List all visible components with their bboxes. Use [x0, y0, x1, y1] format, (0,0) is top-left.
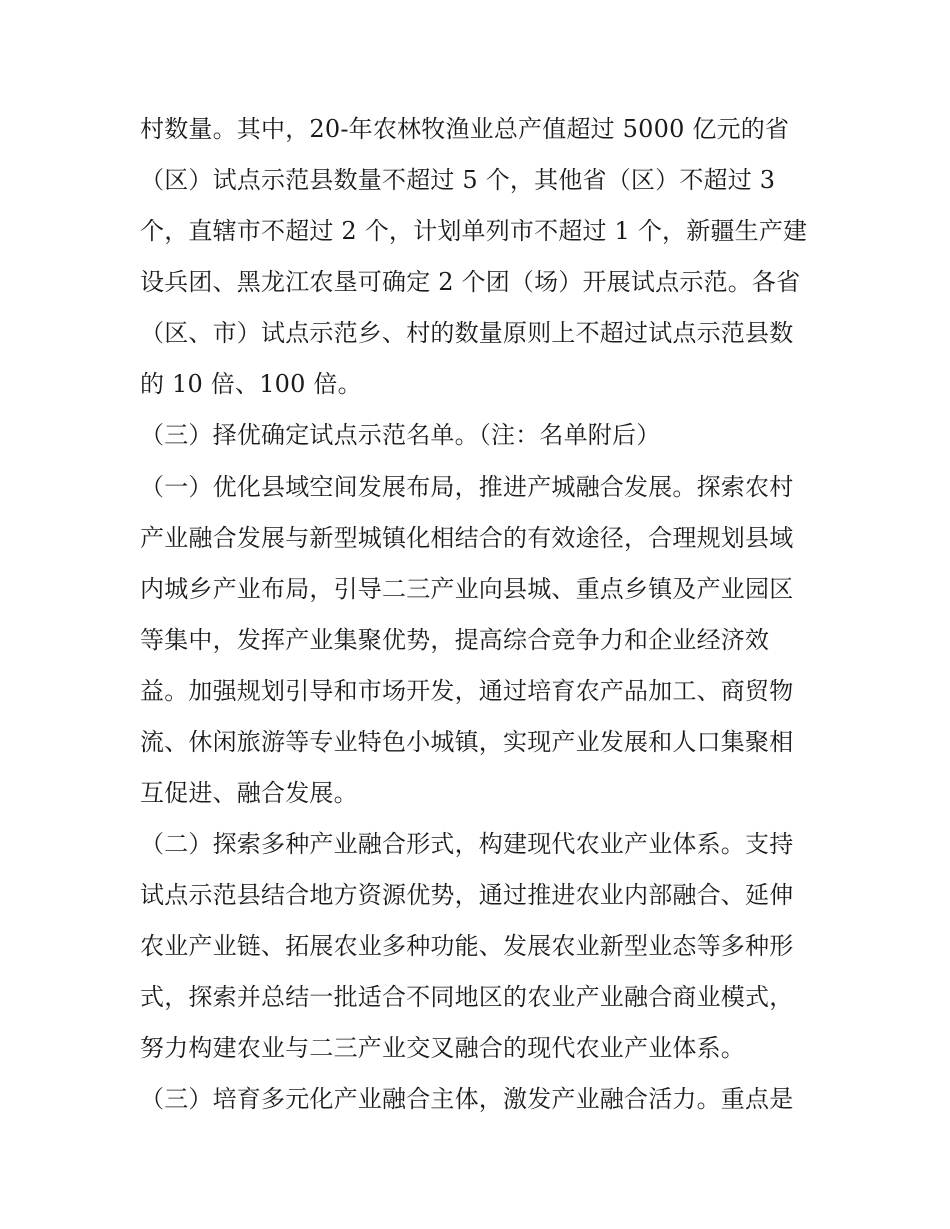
text-line: 试点示范县结合地方资源优势，通过推进农业内部融合、延伸	[140, 881, 794, 909]
text-line: 努力构建农业与二三产业交叉融合的现代农业产业体系。	[140, 1034, 745, 1062]
text-line: 互促进、融合发展。	[140, 779, 358, 807]
text-line: 的 10 倍、100 倍。	[140, 370, 362, 398]
text-line: （一）优化县域空间发展布局，推进产城融合发展。探索农村	[140, 473, 794, 501]
text-line: 式，探索并总结一批适合不同地区的农业产业融合商业模式，	[140, 983, 794, 1011]
text-line: 益。加强规划引导和市场开发，通过培育农产品加工、商贸物	[140, 677, 794, 705]
text-line: （区、市）试点示范乡、村的数量原则上不超过试点示范县数	[140, 319, 794, 347]
text-line: （二）探索多种产业融合形式，构建现代农业产业体系。支持	[140, 830, 794, 858]
text-line: （三）培育多元化产业融合主体，激发产业融合活力。重点是	[140, 1085, 794, 1113]
text-line: 流、休闲旅游等专业特色小城镇，实现产业发展和人口集聚相	[140, 728, 794, 756]
text-line: 等集中，发挥产业集聚优势，提高综合竞争力和企业经济效	[140, 626, 770, 654]
text-line: 设兵团、黑龙江农垦可确定 2 个团（场）开展试点示范。各省	[140, 268, 801, 296]
text-line: 个，直辖市不超过 2 个，计划单列市不超过 1 个，新疆生产建	[140, 217, 808, 245]
text-line: 内城乡产业布局，引导二三产业向县城、重点乡镇及产业园区	[140, 575, 794, 603]
text-line: （区）试点示范县数量不超过 5 个，其他省（区）不超过 3	[140, 166, 776, 194]
text-line: 村数量。其中，20-年农林牧渔业总产值超过 5000 亿元的省	[140, 115, 790, 143]
section-heading: （三）择优确定试点示范名单。（注：名单附后）	[140, 421, 661, 449]
text-line: 农业产业链、拓展农业多种功能、发展农业新型业态等多种形	[140, 932, 794, 960]
text-line: 产业融合发展与新型城镇化相结合的有效途径，合理规划县域	[140, 524, 794, 552]
